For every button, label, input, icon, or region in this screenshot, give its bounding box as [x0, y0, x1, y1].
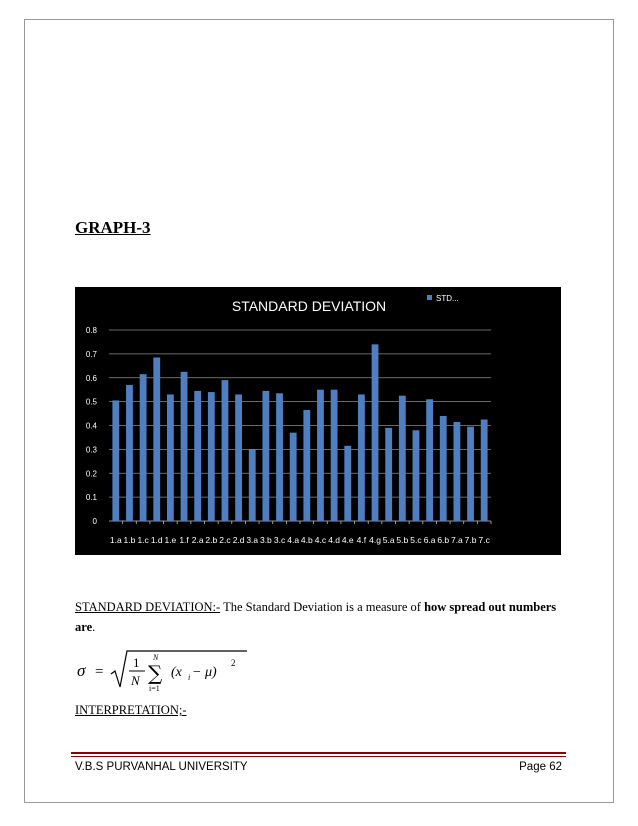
bar-4-c [317, 390, 324, 521]
bar-1-e [167, 394, 174, 521]
formula-sub: i [188, 673, 191, 682]
bar-6-a [426, 399, 433, 521]
footer-university: V.B.S PURVANHAL UNIVERSITY [75, 761, 248, 773]
x-tick-label: 1.a [109, 535, 122, 545]
bar-5-c [413, 430, 420, 521]
formula-sum: ∑ [148, 661, 163, 685]
bar-1-a [112, 400, 119, 521]
chart-title: STANDARD DEVIATION [231, 298, 387, 314]
bar-4-g [372, 344, 379, 521]
x-tick-label: 1.d [150, 535, 163, 545]
x-tick-label: 2.b [205, 535, 218, 545]
x-tick-label: 7.a [450, 535, 463, 545]
x-tick-label: 3.b [259, 535, 272, 545]
bar-4-b [303, 410, 310, 521]
x-tick-label: 6.a [423, 535, 436, 545]
x-tick-label: 1.f [179, 535, 189, 545]
x-tick-label: 5.a [382, 535, 395, 545]
x-tick-label: 7.c [478, 535, 490, 545]
y-tick-label: 0.5 [85, 397, 97, 407]
x-tick-label: 4.g [369, 535, 381, 545]
bar-1-d [153, 357, 160, 521]
formula-sum-bottom: i=1 [149, 684, 160, 693]
x-tick-label: 3.c [273, 535, 286, 545]
formula-one: 1 [133, 655, 140, 670]
bar-5-b [399, 396, 406, 521]
footer-rule-bottom [71, 756, 566, 757]
bar-3-a [249, 449, 256, 521]
x-tick-label: 4.e [341, 535, 354, 545]
bar-2-d [235, 394, 242, 521]
std-end: . [92, 620, 96, 634]
formula-rest: − μ) [192, 665, 217, 680]
footer-rule-top [71, 752, 566, 754]
std-text: The Standard Deviation is a measure of [220, 600, 425, 614]
bar-3-b [262, 391, 269, 521]
bar-1-f [181, 372, 188, 521]
formula-term: (x [171, 665, 182, 680]
y-tick-label: 0 [92, 517, 97, 526]
graph-heading: GRAPH-3 [75, 218, 151, 237]
std-chart-svg [75, 287, 561, 555]
std-label: STANDARD DEVIATION:- [75, 600, 221, 614]
x-tick-label: 4.a [287, 535, 300, 545]
bar-1-c [140, 374, 147, 521]
std-bold: how spread out numbers are [75, 600, 557, 634]
x-tick-label: 2.d [232, 535, 245, 545]
bar-3-c [276, 393, 283, 521]
x-tick-label: 4.b [300, 535, 313, 545]
std-formula [75, 647, 250, 693]
y-tick-label: 0.8 [85, 326, 97, 335]
bar-6-b [440, 416, 447, 521]
x-tick-label: 1.c [137, 535, 149, 545]
bar-7-b [467, 427, 474, 521]
x-tick-label: 6.b [437, 535, 450, 545]
formula-equals: = [95, 664, 104, 680]
formula-sum-top: N [153, 653, 159, 662]
x-tick-label: 7.b [464, 535, 477, 545]
x-tick-label: 4.f [356, 535, 367, 545]
bar-4-e [344, 446, 351, 521]
footer-page-number: Page 62 [519, 761, 562, 773]
y-tick-label: 0.7 [85, 349, 97, 359]
bar-4-d [331, 390, 338, 521]
bar-2-b [208, 392, 215, 521]
y-tick-label: 0.6 [85, 373, 97, 383]
y-tick-label: 0.3 [85, 445, 97, 455]
bar-5-a [385, 428, 392, 521]
bar-2-c [222, 380, 229, 521]
x-tick-label: 2.a [191, 535, 204, 545]
bar-4-a [290, 433, 297, 521]
std-description [75, 597, 565, 637]
formula-n: N [131, 673, 140, 688]
x-tick-label: 5.b [396, 535, 409, 545]
std-chart [75, 287, 561, 555]
legend-label: STD... [436, 294, 459, 303]
x-tick-label: 3.a [246, 535, 259, 545]
x-tick-label: 2.c [219, 535, 231, 545]
formula-sq: 2 [231, 658, 236, 668]
y-tick-label: 0.2 [85, 469, 97, 479]
bar-4-f [358, 394, 365, 521]
x-tick-label: 1.e [164, 535, 177, 545]
bar-7-a [453, 422, 460, 521]
interpretation-label: INTERPRETATION;- [75, 703, 187, 717]
bar-2-a [194, 391, 201, 521]
x-tick-label: 1.b [123, 535, 136, 545]
y-tick-label: 0.4 [85, 421, 97, 431]
bar-7-c [481, 420, 488, 521]
x-tick-label: 5.c [410, 535, 422, 545]
x-tick-label: 4.c [314, 535, 327, 545]
bar-1-b [126, 385, 133, 521]
formula-sigma: σ [77, 661, 86, 680]
y-tick-label: 0.1 [85, 493, 97, 503]
x-tick-label: 4.d [328, 535, 341, 545]
legend-swatch [427, 295, 432, 300]
